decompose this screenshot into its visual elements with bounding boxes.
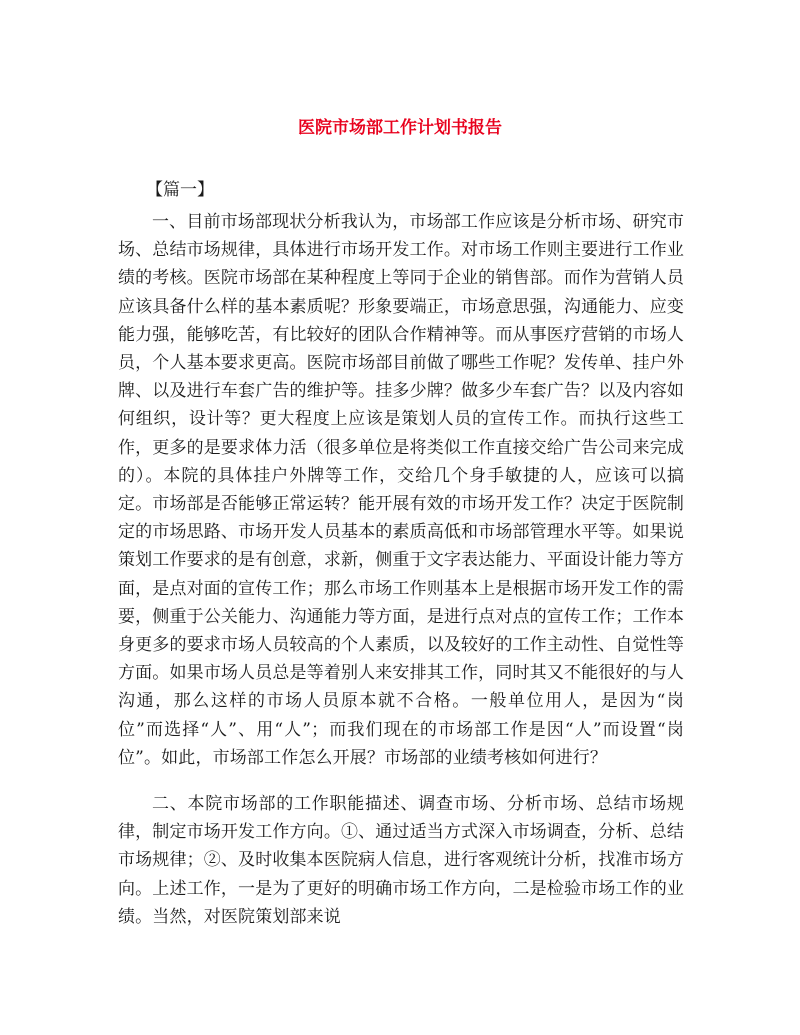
document-title: 医院市场部工作计划书报告 <box>298 118 502 138</box>
paragraph-1: 一、目前市场部现状分析我认为，市场部工作应该是分析市场、研究市场、总结市场规律，具体进行市场开发工作。对市场工作则主要进行工作业绩的考核。医院市场部在某种程度上等同于企业的销售部。而作为营销人员应该具备什么样的基本素质呢？形象要端正，市场意思强，沟通能力、应变能力强，能够吃苦，有比较好的团队合作精神等。而从事医疗营销的市场人员，个人基本要求更高。医院市场部目前做了哪些工作呢？发传单、挂户外牌、以及进行车套广告的维护等。挂多少牌？做多少车套广告？以及内容如何组织，设计等？更大程度上应该是策划人员的宣传工作。而执行这些工作，更多的是要求体力活（很多单位是将类似工作直接交给广告公司来完成的）。本院的具体挂户外牌等工作，交给几个身手敏捷的人，应该可以搞定。市场部是否能够正常运转？能开展有效的市场开发工作？决定于医院制定的市场思路、市场开发人员基本的素质高低和市场部管理水平等。如果说策划工作要求的是有创意，求新，侧重于文字表达能力、平面设计能力等方面，是点对面的宣传工作；那么市场工作则基本上是根据市场开发工作的需要，侧重于公关能力、沟通能力等方面，是进行点对点的宣传工作；工作本身更多的要求市场人员较高的个人素质，以及较好的工作主动性、自觉性等方面。如果市场人员总是等着别人来安排其工作，同时其又不能很好的与人沟通，那么这样的市场人员原本就不合格。一般单位用人，是因为“岗位”而选择“人”、用“人”；而我们现在的市场部工作是因“人”而设置“岗位”。如此，市场部工作怎么开展？市场部的业绩考核如何进行？ <box>118 212 684 768</box>
paragraph-2: 二、本院市场部的工作职能描述、调查市场、分析市场、总结市场规律，制定市场开发工作方向。①、通过适当方式深入市场调查，分析、总结市场规律；②、及时收集本医院病人信息，进行客观统计分析，找准市场方向。上述工作，一是为了更好的明确市场工作方向，二是检验市场工作的业绩。当然，对医院策划部来说 <box>118 794 684 927</box>
section-label: 【篇一】 <box>146 180 214 200</box>
